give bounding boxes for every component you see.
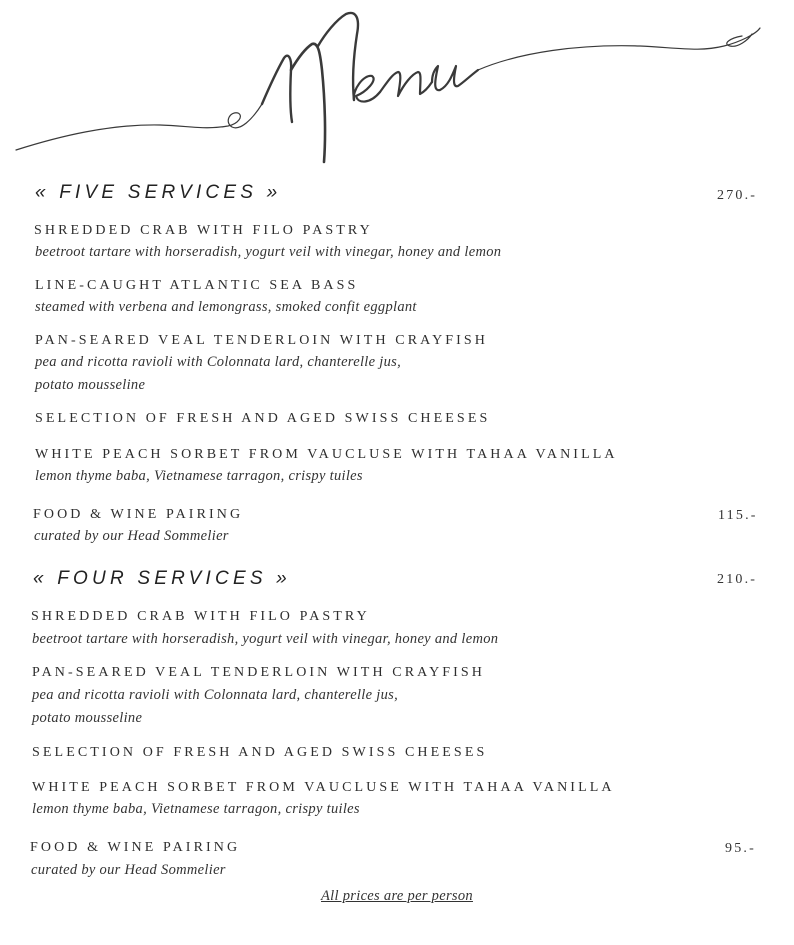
pairing-name: FOOD & WINE PAIRING <box>33 507 244 522</box>
pairing-description: curated by our Head Sommelier <box>34 528 229 544</box>
pairing-name: FOOD & WINE PAIRING <box>30 840 241 855</box>
dish-description: potato mousseline <box>35 377 146 393</box>
dish-name: SELECTION OF FRESH AND AGED SWISS CHEESES <box>35 411 491 426</box>
price-pairing-four: 95.- <box>725 841 756 856</box>
pairing-description: curated by our Head Sommelier <box>31 862 226 878</box>
section-title-five-services: « FIVE SERVICES » <box>35 182 282 203</box>
price-four-services: 210.- <box>717 572 758 587</box>
dish-description: potato mousseline <box>32 710 143 726</box>
dish-description: lemon thyme baba, Vietnamese tarragon, crispy tuiles <box>35 468 363 484</box>
dish-description: lemon thyme baba, Vietnamese tarragon, crispy tuiles <box>32 801 360 817</box>
section-title-four-services: « FOUR SERVICES » <box>33 568 291 589</box>
dish-description: pea and ricotta ravioli with Colonnata lard, chanterelle jus, <box>32 687 399 703</box>
dish-description: beetroot tartare with horseradish, yogurt veil with vinegar, honey and lemon <box>35 244 502 260</box>
dish-description: beetroot tartare with horseradish, yogurt veil with vinegar, honey and lemon <box>32 631 499 647</box>
menu-script-logo <box>0 0 794 175</box>
dish-name: LINE-CAUGHT ATLANTIC SEA BASS <box>35 278 359 293</box>
prices-footnote: All prices are per person <box>321 888 473 904</box>
price-pairing-five: 115.- <box>718 508 758 523</box>
dish-description: steamed with verbena and lemongrass, smoked confit eggplant <box>35 299 417 315</box>
dish-name: SHREDDED CRAB WITH FILO PASTRY <box>34 223 373 238</box>
dish-name: PAN-SEARED VEAL TENDERLOIN WITH CRAYFISH <box>35 333 489 348</box>
dish-name: SHREDDED CRAB WITH FILO PASTRY <box>31 609 370 624</box>
dish-description: pea and ricotta ravioli with Colonnata lard, chanterelle jus, <box>35 354 402 370</box>
dish-name: WHITE PEACH SORBET FROM VAUCLUSE WITH TAHAA VANILLA <box>32 780 615 795</box>
dish-name: WHITE PEACH SORBET FROM VAUCLUSE WITH TAHAA VANILLA <box>35 447 618 462</box>
dish-name: PAN-SEARED VEAL TENDERLOIN WITH CRAYFISH <box>32 665 486 680</box>
dish-name: SELECTION OF FRESH AND AGED SWISS CHEESES <box>32 745 488 760</box>
price-five-services: 270.- <box>717 188 758 203</box>
